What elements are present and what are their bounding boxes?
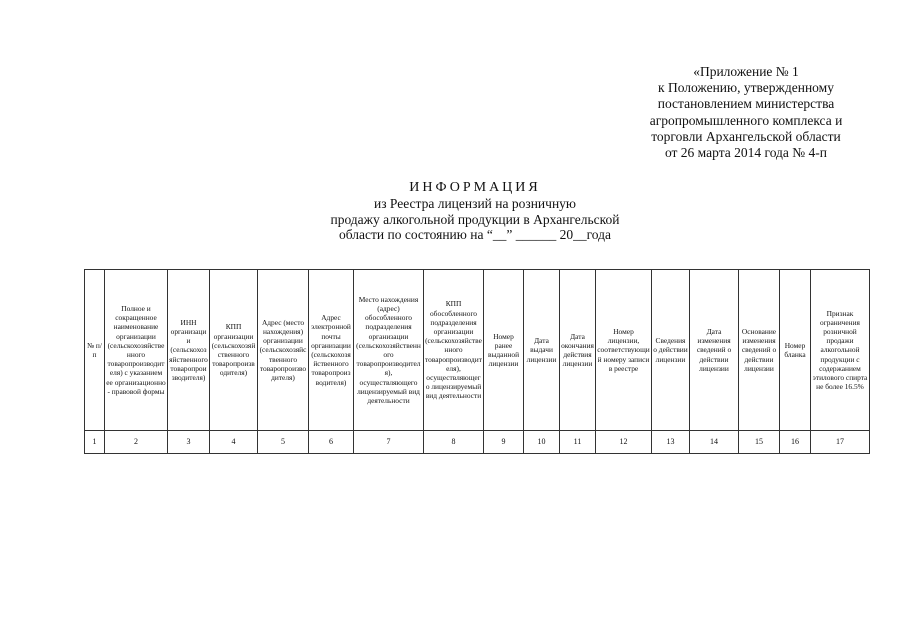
column-number-cell: 14 xyxy=(690,431,739,454)
document-title xyxy=(250,180,700,243)
header-row xyxy=(85,270,870,431)
appendix-block xyxy=(610,64,882,161)
column-number-cell: 10 xyxy=(524,431,560,454)
column-number-cell: 2 xyxy=(105,431,168,454)
header-cell-license-number: Номер лицензии, соответствующий номеру записи в реестре xyxy=(596,270,652,431)
appendix-line: торговли Архангельской области xyxy=(651,128,841,144)
column-number-cell: 15 xyxy=(739,431,780,454)
header-cell-inn: ИНН организации (сельскохозяйственного товаропроизводителя) xyxy=(168,270,210,431)
header-cell-address: Адрес (место нахождения) организации (сельскохозяйственного товаропроизводителя) xyxy=(258,270,309,431)
header-cell-row-number: № п/п xyxy=(85,270,105,431)
title-line: из Реестра лицензий на розничную xyxy=(373,196,577,211)
column-number-row xyxy=(85,431,870,454)
appendix-line: агропромышленного комплекса и xyxy=(649,112,843,128)
header-cell-branch-address: Место нахождения (адрес) обособленного подразделения организации (сельскохозяйственного товаропроизводителя), осуществляющего лицензируемый вид деятельности xyxy=(354,270,424,431)
header-cell-kpp: КПП организации (сельскохозяйственного товаропроизводителя) xyxy=(210,270,258,431)
header-cell-license-status: Сведения о действии лицензии xyxy=(652,270,690,431)
header-cell-branch-kpp: КПП обособленного подразделения организации (сельскохозяйственного товаропроизводителя), осуществляющего лицензируемый вид деятельности xyxy=(424,270,484,431)
column-number-cell: 11 xyxy=(560,431,596,454)
appendix-line: от 26 марта 2014 года № 4-п xyxy=(664,145,828,161)
column-number-cell: 8 xyxy=(424,431,484,454)
header-cell-issue-date: Дата выдачи лицензии xyxy=(524,270,560,431)
column-number-cell: 5 xyxy=(258,431,309,454)
header-cell-status-change-date: Дата изменения сведений о действии лицензии xyxy=(690,270,739,431)
column-number-cell: 16 xyxy=(780,431,811,454)
header-cell-organization-name: Полное и сокращенное наименование организации (сельскохозяйственного товаропроизводителя) с указанием ее организационно - правовой формы xyxy=(105,270,168,431)
title-heading: ИНФОРМАЦИЯ xyxy=(409,180,541,195)
header-cell-change-basis: Основание изменения сведений о действии лицензии xyxy=(739,270,780,431)
appendix-line: «Приложение № 1 xyxy=(693,64,799,79)
appendix-line: постановлением министерства xyxy=(657,96,835,112)
title-line: продажу алкогольной продукции в Архангельской xyxy=(330,211,620,227)
title-line: области по состоянию на “__” ______ 20__года xyxy=(338,227,611,242)
column-number-cell: 1 xyxy=(85,431,105,454)
header-cell-expiry-date: Дата окончания действия лицензии xyxy=(560,270,596,431)
header-cell-form-number: Номер бланка xyxy=(780,270,811,431)
header-cell-email: Адрес электронной почты организации (сельскохозяйственного товаропроизводителя) xyxy=(309,270,354,431)
header-cell-previous-license: Номер ранее выданной лицензии xyxy=(484,270,524,431)
header-cell-restriction-flag: Признак ограничения розничной продажи алкогольной продукции с содержанием этилового спирта не более 16.5% xyxy=(811,270,870,431)
column-number-cell: 7 xyxy=(354,431,424,454)
column-number-cell: 12 xyxy=(596,431,652,454)
column-number-cell: 4 xyxy=(210,431,258,454)
column-number-cell: 3 xyxy=(168,431,210,454)
appendix-line: к Положению, утвержденному xyxy=(658,80,834,96)
column-number-cell: 13 xyxy=(652,431,690,454)
column-number-cell: 9 xyxy=(484,431,524,454)
registry-table xyxy=(84,269,870,454)
column-number-cell: 6 xyxy=(309,431,354,454)
column-number-cell: 17 xyxy=(811,431,870,454)
